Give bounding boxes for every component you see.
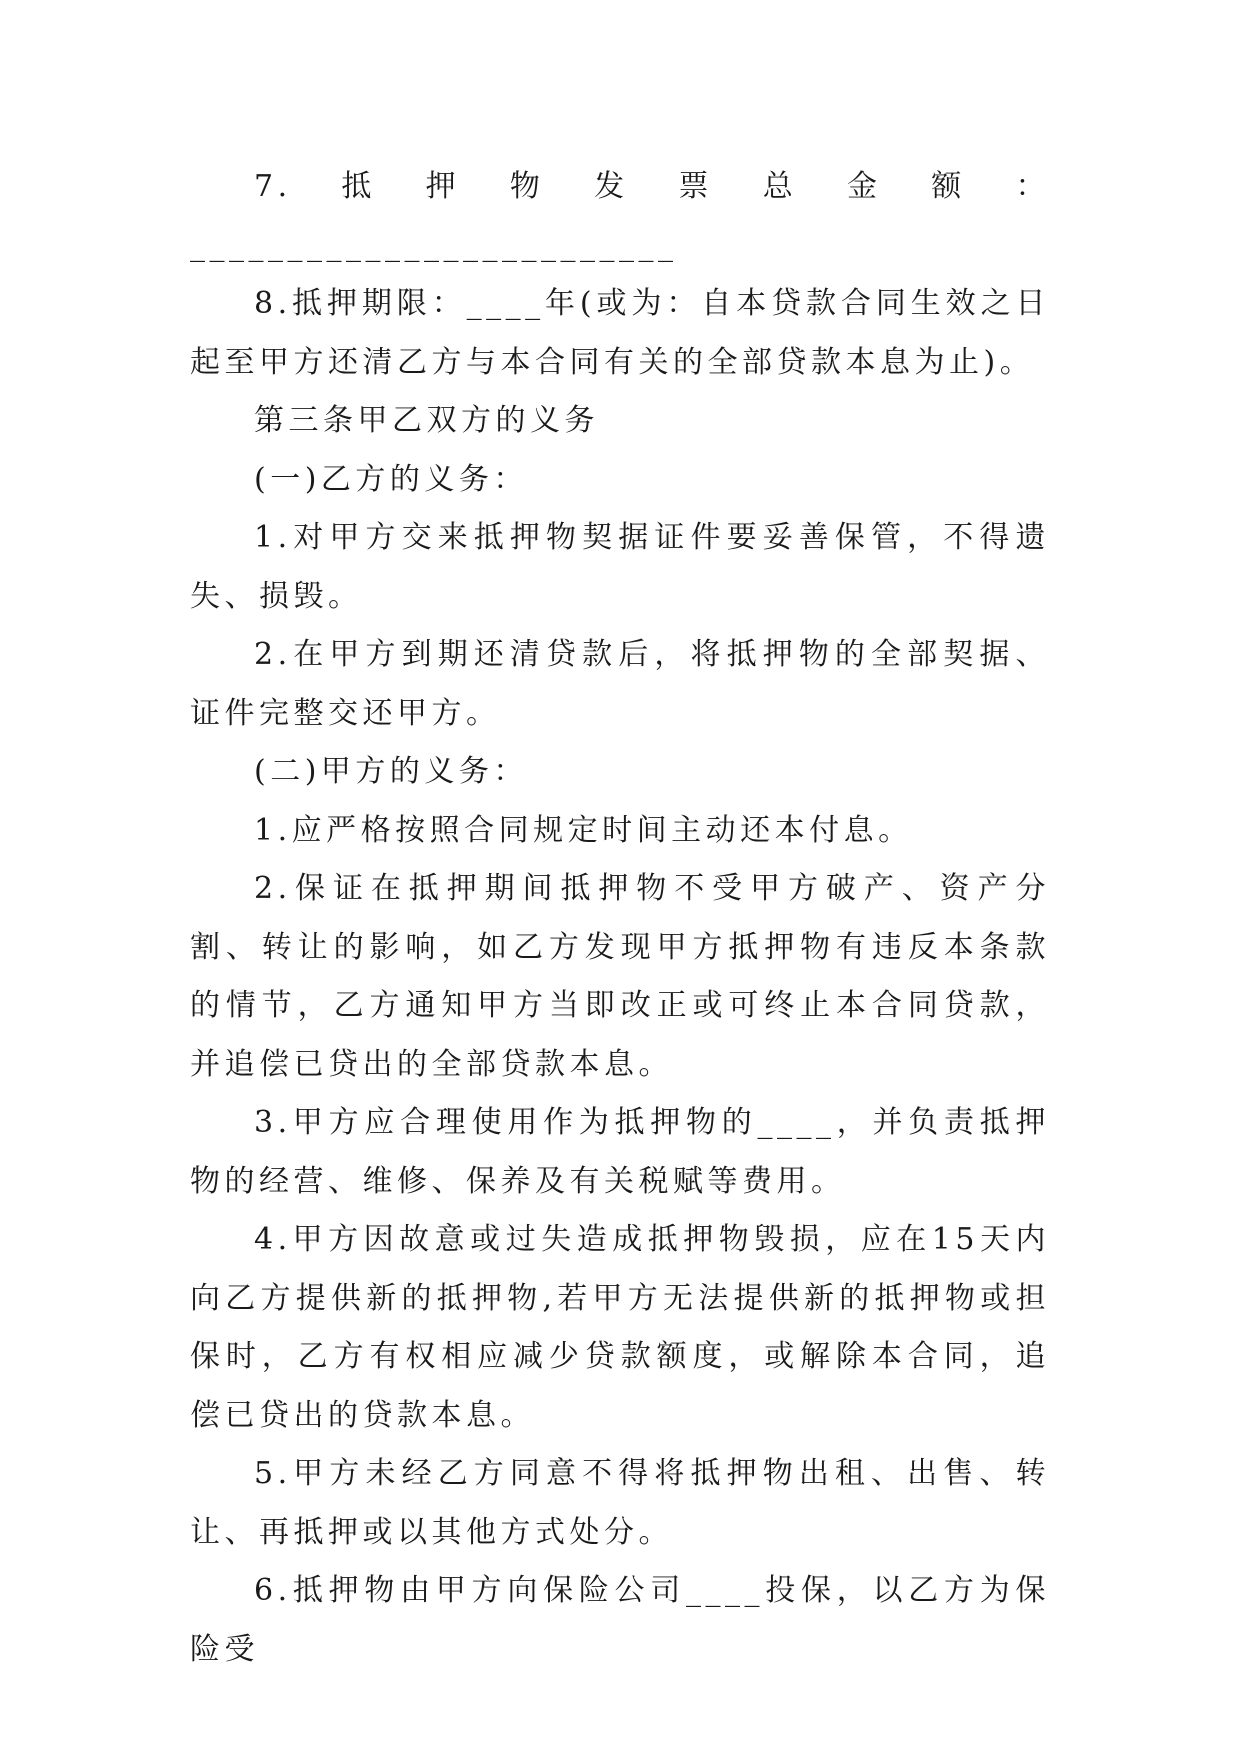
paragraph-a-duty-6: 6.抵押物由甲方向保险公司____投保，以乙方为保险受 <box>190 1573 1050 1667</box>
paragraph-a-duty-3: 3.甲方应合理使用作为抵押物的____，并负责抵押物的经营、维修、保养及有关税赋等费用。 <box>190 1105 1050 1199</box>
paragraph-a-duty-5: 5.甲方未经乙方同意不得将抵押物出租、出售、转让、再抵押或以其他方式处分。 <box>190 1456 1050 1550</box>
paragraph-a-duty-4: 4.甲方因故意或过失造成抵押物毁损，应在15天内向乙方提供新的抵押物,若甲方无法提供新的抵押物或担保时，乙方有权相应减少贷款额度，或解除本合同，追偿已贷出的贷款本息。 <box>190 1222 1050 1433</box>
subheading-party-a-obligations: (二)甲方的义务： <box>254 754 528 789</box>
section-heading-obligations: 第三条甲乙双方的义务 <box>254 403 599 438</box>
paragraph-b-duty-1: 1.对甲方交来抵押物契据证件要妥善保管，不得遗失、损毁。 <box>190 520 1050 614</box>
paragraph-a-duty-2: 2.保证在抵押期间抵押物不受甲方破产、资产分割、转让的影响，如乙方发现甲方抵押物有违反本条款的情节，乙方通知甲方当即改正或可终止本合同贷款，并追偿已贷出的全部贷款本息。 <box>190 871 1050 1082</box>
paragraph-invoice-total: 7.抵押物发票总金额：_________________________ <box>190 169 1050 263</box>
subheading-party-b-obligations: (一)乙方的义务： <box>254 461 528 497</box>
paragraph-mortgage-term: 8.抵押期限：____年(或为：自本贷款合同生效之日起至甲方还清乙方与本合同有关的全部贷款本息为止)。 <box>190 286 1050 380</box>
paragraph-b-duty-2: 2.在甲方到期还清贷款后，将抵押物的全部契据、证件完整交还甲方。 <box>190 637 1050 731</box>
paragraph-a-duty-1: 1.应严格按照合同规定时间主动还本付息。 <box>254 812 913 848</box>
document-body <box>190 158 1050 1679</box>
